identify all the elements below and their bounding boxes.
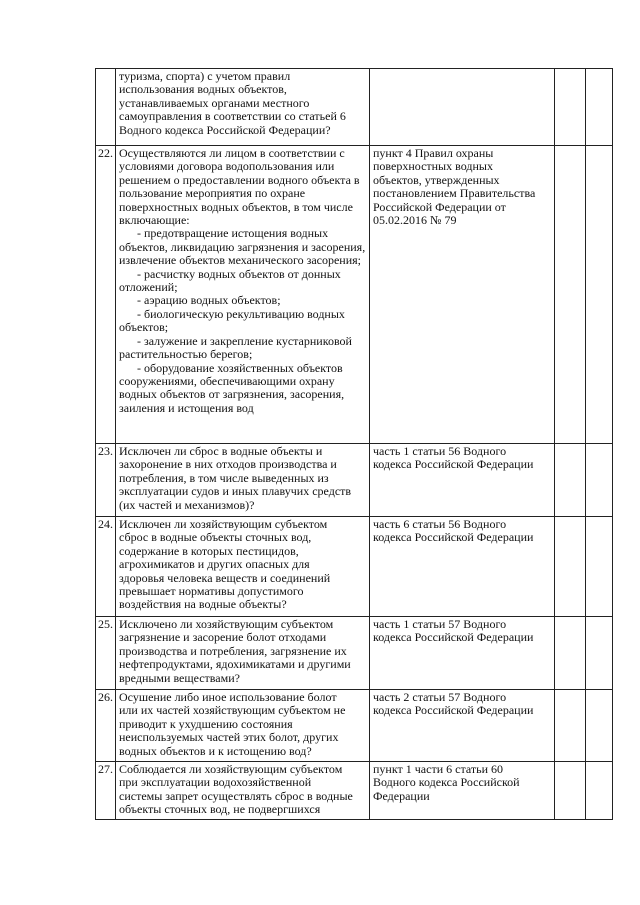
reference-line: часть 1 статьи 57 Водного: [373, 617, 507, 631]
question-line: загрязнение и засорение болот отходами: [119, 630, 327, 645]
question-cell: [116, 690, 370, 762]
reference-cell: [370, 69, 555, 146]
question-line: или их частей хозяйствующим субъектом не: [119, 703, 346, 718]
question-item: - оборудование хозяйственных объектов сооружениями, обеспечивающими охрану водных объектов от загрязнения, засорения, заиления и истощения вод: [119, 360, 345, 415]
answer-cell: [555, 617, 586, 690]
reference-line: кодекса Российской Федерации: [373, 703, 534, 718]
question-line: (их частей и механизмов)?: [119, 497, 255, 512]
reference-cell: [370, 146, 555, 444]
question-item: - залужение и закрепление кустарниковой растительностью берегов;: [119, 333, 352, 362]
question-line: сброс в водные объекты сточных вод,: [119, 530, 312, 545]
table-row: [96, 69, 613, 146]
reference-line: объектов, утвержденных: [373, 172, 500, 187]
question-cell: [116, 444, 370, 517]
table-row: [96, 690, 613, 762]
table-row: [96, 146, 613, 444]
question-line: Исключено ли хозяйствующим субъектом: [119, 617, 334, 631]
reference-cell: [370, 444, 555, 517]
reference-cell: [370, 517, 555, 617]
question-line: Осушение либо иное использование болот: [119, 690, 337, 704]
answer-cell: [555, 690, 586, 762]
question-line: здоровья человека веществ и соединений: [119, 570, 331, 585]
question-line: нефтепродуктами, ядохимикатами и другими: [119, 657, 351, 672]
question-line: эксплуатации судов и иных плавучих средств: [119, 484, 352, 499]
reference-line: часть 1 статьи 56 Водного: [373, 444, 507, 458]
question-item: - предотвращение истощения водных объектов, ликвидацию загрязнения и засорения, извлечение объектов механического засорения;: [119, 226, 366, 268]
question-line: производства и потребления, загрязнение их: [119, 643, 347, 658]
question-line: Соблюдается ли хозяйствующим субъектом: [119, 762, 343, 776]
question-line: использования водных объектов,: [119, 82, 287, 97]
question-line: содержание в которых пестицидов,: [119, 543, 299, 558]
answer-cell: [555, 517, 586, 617]
question-line: самоуправления в соответствии со статьей 6: [119, 109, 346, 124]
question-line: водных объектов и к истощению вод?: [119, 743, 312, 758]
question-line: неиспользуемых частей этих болот, других: [119, 730, 339, 745]
question-cell: [116, 517, 370, 617]
reference-line: 05.02.2016 № 79: [373, 213, 457, 228]
question-line: воздействия на водные объекты?: [119, 597, 287, 612]
question-line: превышает нормативы допустимого: [119, 584, 304, 599]
question-item: - аэрацию водных объектов;: [137, 293, 281, 308]
reference-line: часть 6 статьи 56 Водного: [373, 517, 507, 531]
question-item: - расчистку водных объектов от донных отложений;: [119, 266, 341, 295]
answer-cell: [555, 146, 586, 444]
question-line: Исключен ли сброс в водные объекты и: [119, 444, 323, 458]
note-cell: [586, 444, 613, 517]
question-line: вредными веществами?: [119, 670, 240, 685]
question-line: устанавливаемых органами местного: [119, 95, 310, 110]
question-line: Исключен ли хозяйствующим субъектом: [119, 517, 328, 531]
reference-line: часть 2 статьи 57 Водного: [373, 690, 507, 704]
reference-line: кодекса Российской Федерации: [373, 630, 534, 645]
note-cell: [586, 762, 613, 820]
table-row: [96, 444, 613, 517]
question-line: системы запрет осуществлять сброс в водные: [119, 788, 353, 803]
answer-cell: [555, 444, 586, 517]
question-cell: [116, 617, 370, 690]
row-number: 23.: [96, 444, 116, 517]
reference-line: Федерации: [373, 788, 430, 803]
reference-line: кодекса Российской Федерации: [373, 457, 534, 472]
question-line: туризма, спорта) с учетом правил: [119, 69, 291, 83]
row-number: 26.: [96, 690, 116, 762]
table-row: [96, 617, 613, 690]
note-cell: [586, 690, 613, 762]
reference-line: Российской Федерации от: [373, 199, 506, 214]
question-line: захоронение в них отходов производства и: [119, 457, 337, 472]
reference-line: кодекса Российской Федерации: [373, 530, 534, 545]
reference-cell: [370, 690, 555, 762]
reference-line: пункт 1 части 6 статьи 60: [373, 762, 503, 776]
note-cell: [586, 146, 613, 444]
answer-cell: [555, 69, 586, 146]
table-row: [96, 517, 613, 617]
reference-line: пункт 4 Правил охраны: [373, 146, 494, 160]
row-number: 25.: [96, 617, 116, 690]
question-item: - биологическую рекультивацию водных объектов;: [119, 306, 345, 335]
reference-line: Водного кодекса Российской: [373, 775, 520, 790]
row-number: 22.: [96, 146, 116, 444]
question-cell: [116, 146, 370, 444]
question-line: агрохимикатов и других опасных для: [119, 557, 310, 572]
scan-speck: [60, 26, 64, 30]
question-line: Водного кодекса Российской Федерации?: [119, 122, 331, 137]
question-line: приводит к ухудшению состояния: [119, 716, 293, 731]
note-cell: [586, 617, 613, 690]
question-cell: [116, 762, 370, 820]
row-number: 24.: [96, 517, 116, 617]
checklist-table: [95, 68, 613, 820]
question-line: при эксплуатации водохозяйственной: [119, 775, 312, 790]
note-cell: [586, 517, 613, 617]
answer-cell: [555, 762, 586, 820]
reference-line: поверхностных водных: [373, 159, 493, 174]
reference-cell: [370, 762, 555, 820]
row-number: [96, 69, 116, 146]
note-cell: [586, 69, 613, 146]
table-row: [96, 762, 613, 820]
question-intro: Осуществляются ли лицом в соответствии с условиями договора водопользования или решением о предоставлении водного объекта в пользование мероприятия по охране поверхностных водных объектов, в том числе включающие:: [119, 146, 360, 228]
question-cell: [116, 69, 370, 146]
reference-cell: [370, 617, 555, 690]
row-number: 27.: [96, 762, 116, 820]
question-line: потребления, в том числе выведенных из: [119, 470, 329, 485]
question-line: объекты сточных вод, не подвергшихся: [119, 802, 321, 817]
reference-line: постановлением Правительства: [373, 186, 536, 201]
